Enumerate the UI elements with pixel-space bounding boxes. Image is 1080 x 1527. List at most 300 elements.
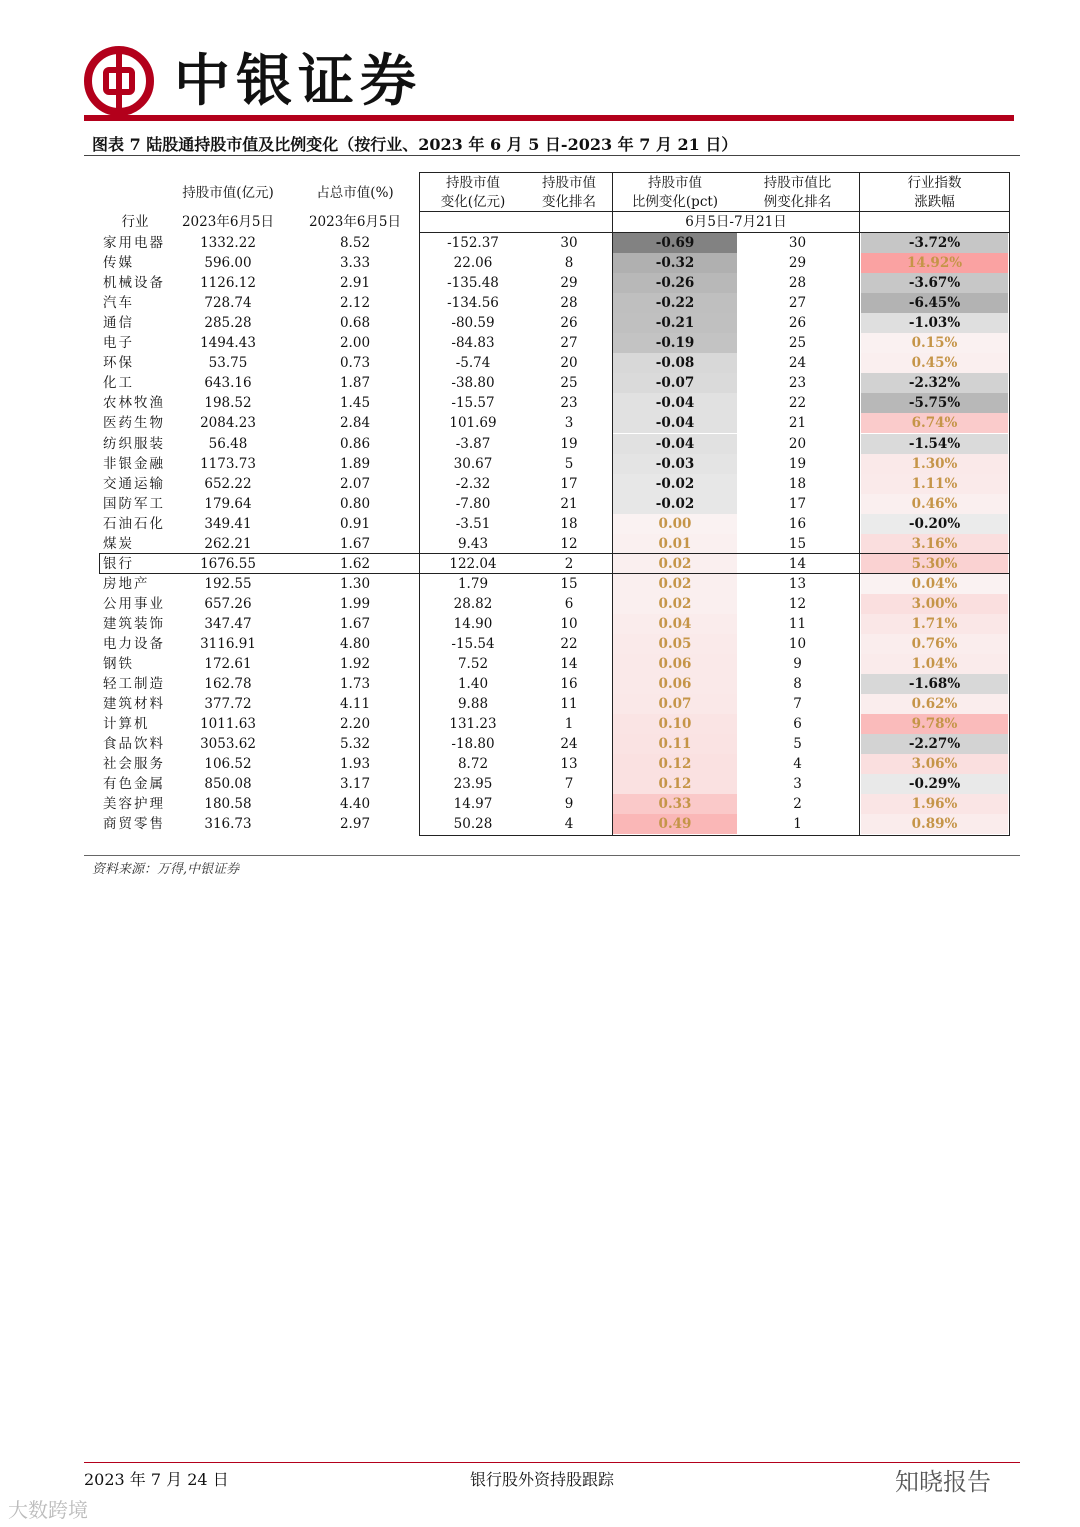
share-cell: 5.32	[339, 736, 371, 753]
share-cell: 1.99	[339, 595, 371, 612]
industry-cell: 农林牧渔	[103, 395, 165, 412]
ratio-rank-cell: 8	[793, 676, 802, 693]
header-mv-change-line2: 变化(亿元)	[440, 194, 506, 210]
industry-cell: 计算机	[103, 716, 150, 733]
watermark-left: 大数跨境	[8, 1498, 88, 1522]
ratio-rank-cell: 9	[793, 656, 802, 673]
mv-change-cell: -2.32	[455, 475, 491, 492]
change-rank-cell: 9	[564, 796, 574, 813]
ratio-rank-cell: 29	[788, 255, 807, 272]
index-change-cell: 1.96%	[861, 794, 1008, 814]
market-value-cell: 850.08	[204, 776, 252, 793]
market-value-cell: 106.52	[204, 756, 252, 773]
table-row	[0, 353, 1080, 373]
share-cell: 2.20	[339, 716, 371, 733]
share-cell: 1.67	[339, 615, 371, 632]
ratio-change-cell: -0.22	[613, 293, 737, 313]
market-value-cell: 162.78	[204, 676, 252, 693]
header-pct-date: 2023年6月5日	[308, 214, 402, 230]
mv-change-cell: -15.54	[451, 636, 495, 652]
ratio-change-cell: 0.07	[613, 694, 737, 714]
industry-cell: 交通运输	[103, 475, 165, 492]
industry-cell: 房地产	[103, 575, 150, 592]
index-change-cell: 9.78%	[861, 714, 1008, 734]
table-row	[0, 614, 1080, 634]
header-change-rank	[526, 174, 612, 212]
header-ratio-change-line2: 比例变化(pct)	[631, 194, 719, 210]
index-change-cell: -3.67%	[861, 273, 1008, 293]
mv-change-cell: -7.80	[455, 495, 491, 512]
market-value-cell: 285.28	[204, 315, 252, 332]
header-index-change-line1: 行业指数	[907, 175, 962, 191]
share-cell: 0.73	[339, 355, 371, 372]
ratio-change-cell: -0.02	[613, 494, 737, 514]
mv-change-cell: 22.06	[453, 255, 493, 272]
table-row	[0, 774, 1080, 794]
ratio-rank-cell: 10	[788, 636, 807, 652]
change-rank-cell: 29	[560, 275, 578, 292]
index-change-cell: -3.72%	[861, 233, 1008, 253]
index-change-cell: 3.06%	[861, 754, 1008, 774]
industry-cell: 美容护理	[103, 796, 165, 813]
share-cell: 0.68	[339, 315, 371, 332]
ratio-rank-cell: 18	[788, 475, 807, 492]
market-value-cell: 1676.55	[200, 555, 256, 572]
industry-cell: 医药生物	[103, 415, 165, 432]
footer-title: 银行股外资持股跟踪	[470, 1470, 615, 1489]
change-rank-cell: 14	[560, 656, 578, 673]
index-change-cell: -0.20%	[861, 514, 1008, 534]
index-change-cell: 0.45%	[861, 353, 1008, 373]
highlighted-row-box	[99, 553, 1010, 574]
ratio-change-cell: 0.05	[613, 634, 737, 654]
industry-cell: 电子	[103, 335, 134, 352]
ratio-change-cell: 0.02	[613, 574, 737, 594]
table-row	[0, 434, 1080, 454]
industry-cell: 钢铁	[103, 656, 134, 673]
bank-of-china-logo-icon	[84, 46, 154, 116]
index-change-cell: 0.76%	[861, 634, 1008, 654]
header-index-change-line2: 涨跌幅	[914, 194, 955, 210]
change-rank-cell: 21	[560, 495, 578, 512]
industry-cell: 食品饮料	[103, 736, 165, 753]
ratio-change-cell: -0.02	[613, 474, 737, 494]
market-value-cell: 728.74	[204, 295, 252, 312]
ratio-rank-cell: 12	[788, 595, 807, 612]
header-ratio-change-line1: 持股市值	[648, 175, 702, 191]
ratio-change-cell: 0.11	[613, 734, 737, 754]
mv-change-cell: 30.67	[453, 455, 493, 472]
ratio-rank-cell: 13	[788, 575, 807, 592]
share-cell: 3.17	[339, 776, 371, 793]
table-row	[0, 634, 1080, 654]
mv-change-cell: 23.95	[453, 776, 493, 793]
market-value-cell: 316.73	[204, 816, 252, 833]
share-cell: 1.73	[339, 676, 371, 693]
industry-cell: 商贸零售	[103, 816, 165, 833]
ratio-change-cell: 0.12	[613, 774, 737, 794]
industry-cell: 家用电器	[103, 235, 165, 251]
share-cell: 2.97	[339, 816, 371, 833]
industry-cell: 公用事业	[103, 595, 165, 612]
report-header	[84, 40, 1014, 118]
share-cell: 1.92	[339, 656, 371, 673]
table-row	[0, 393, 1080, 413]
share-cell: 8.52	[339, 235, 371, 251]
change-rank-cell: 12	[560, 535, 578, 552]
ratio-rank-cell: 22	[788, 395, 807, 412]
ratio-change-cell: -0.04	[613, 413, 737, 433]
ratio-rank-cell: 28	[788, 275, 807, 292]
share-cell: 1.45	[339, 395, 371, 412]
index-change-cell: 1.30%	[861, 454, 1008, 474]
ratio-rank-cell: 11	[788, 615, 807, 632]
table-row	[0, 293, 1080, 313]
ratio-rank-cell: 15	[788, 535, 807, 552]
index-change-cell: -0.29%	[861, 774, 1008, 794]
header-index-change	[861, 174, 1008, 212]
mv-change-cell: 122.04	[449, 555, 497, 572]
table-row	[0, 534, 1080, 554]
index-change-cell: 14.92%	[861, 253, 1008, 273]
market-value-cell: 172.61	[204, 656, 252, 673]
market-value-cell: 377.72	[204, 696, 252, 713]
ratio-change-cell: -0.07	[613, 373, 737, 393]
change-rank-cell: 2	[564, 555, 574, 572]
mv-change-cell: 1.40	[457, 676, 489, 693]
ratio-rank-cell: 1	[793, 816, 802, 833]
source-note: 资料来源：万得,中银证券	[92, 862, 240, 877]
ratio-rank-cell: 19	[788, 455, 807, 472]
change-rank-cell: 1	[564, 716, 574, 733]
table-row	[0, 594, 1080, 614]
index-change-cell: 1.04%	[861, 654, 1008, 674]
ratio-change-cell: -0.26	[613, 273, 737, 293]
change-rank-cell: 17	[560, 475, 578, 492]
mv-change-cell: 8.72	[457, 756, 489, 773]
ratio-change-cell: 0.00	[613, 514, 737, 534]
market-value-cell: 349.41	[204, 515, 252, 532]
share-cell: 3.33	[339, 255, 371, 272]
table-row	[0, 654, 1080, 674]
market-value-cell: 347.47	[204, 615, 252, 632]
ratio-change-cell: -0.03	[613, 454, 737, 474]
industry-cell: 通信	[103, 315, 134, 332]
industry-cell: 银行	[103, 555, 134, 572]
header-change-rank-line2: 变化排名	[542, 194, 596, 210]
market-value-cell: 657.26	[204, 595, 252, 612]
market-value-cell: 3116.91	[200, 636, 256, 652]
mv-change-cell: 28.82	[453, 595, 493, 612]
ratio-rank-cell: 4	[793, 756, 802, 773]
header-ratio-rank	[737, 174, 858, 212]
change-rank-cell: 26	[560, 315, 578, 332]
change-rank-cell: 6	[564, 595, 574, 612]
mv-change-cell: -15.57	[451, 395, 495, 412]
change-rank-cell: 28	[560, 295, 578, 312]
index-change-cell: 3.16%	[861, 534, 1008, 554]
industry-cell: 环保	[103, 355, 134, 372]
change-rank-cell: 27	[560, 335, 578, 352]
change-rank-cell: 10	[560, 615, 578, 632]
brand-name: 中银证券	[174, 48, 422, 114]
share-cell: 2.00	[339, 335, 371, 352]
index-change-cell: -5.75%	[861, 393, 1008, 413]
table-row	[0, 474, 1080, 494]
mv-change-cell: -5.74	[455, 355, 491, 372]
table-row	[0, 514, 1080, 534]
mv-change-cell: 131.23	[449, 716, 497, 733]
figure-caption: 图表 7 陆股通持股市值及比例变化（按行业、2023 年 6 月 5 日-2023 年 7 月 21 日）	[92, 135, 738, 154]
header-share-of-total: 占总市值(%)	[316, 185, 394, 201]
ratio-rank-cell: 5	[793, 736, 802, 753]
share-cell: 0.80	[339, 495, 371, 512]
header-market-value: 持股市值(亿元)	[182, 185, 274, 201]
change-rank-cell: 19	[560, 435, 578, 452]
ratio-change-cell: 0.01	[613, 534, 737, 554]
table-row	[0, 734, 1080, 754]
index-change-cell: 0.15%	[861, 333, 1008, 353]
ratio-change-cell: -0.19	[613, 333, 737, 353]
caption-divider	[84, 155, 1020, 156]
header-change-rank-line1: 持股市值	[542, 175, 596, 191]
share-cell: 4.40	[339, 796, 371, 813]
ratio-change-cell: 0.02	[613, 594, 737, 614]
share-cell: 4.80	[339, 636, 371, 652]
ratio-rank-cell: 27	[788, 295, 807, 312]
mv-change-cell: 14.90	[453, 615, 493, 632]
change-rank-cell: 4	[564, 816, 574, 833]
change-rank-cell: 8	[564, 255, 574, 272]
market-value-cell: 1494.43	[200, 335, 256, 352]
share-cell: 1.89	[339, 455, 371, 472]
ratio-rank-cell: 2	[793, 796, 802, 813]
ratio-rank-cell: 24	[788, 355, 807, 372]
table-row	[0, 694, 1080, 714]
ratio-change-cell: 0.04	[613, 614, 737, 634]
industry-cell: 机械设备	[103, 275, 165, 292]
ratio-rank-cell: 7	[793, 696, 802, 713]
share-cell: 2.84	[339, 415, 371, 432]
ratio-rank-cell: 30	[788, 235, 807, 251]
industry-cell: 社会服务	[103, 756, 165, 773]
ratio-rank-cell: 17	[788, 495, 807, 512]
index-change-cell: 6.74%	[861, 413, 1008, 433]
header-ratio-rank-line1: 持股市值比	[763, 175, 832, 191]
industry-cell: 化工	[103, 375, 134, 392]
ratio-change-cell: 0.10	[613, 714, 737, 734]
ratio-rank-cell: 16	[788, 515, 807, 532]
change-rank-cell: 24	[560, 736, 578, 753]
industry-cell: 电力设备	[103, 636, 165, 652]
share-cell: 1.67	[339, 535, 371, 552]
ratio-rank-cell: 20	[788, 435, 807, 452]
index-change-cell: -1.54%	[861, 434, 1008, 454]
change-rank-cell: 15	[560, 575, 578, 592]
source-divider	[84, 855, 1020, 856]
mv-change-cell: -3.51	[455, 515, 491, 532]
mv-change-cell: 50.28	[453, 816, 493, 833]
market-value-cell: 198.52	[204, 395, 252, 412]
industry-cell: 建筑装饰	[103, 615, 165, 632]
mv-change-cell: -135.48	[447, 275, 499, 292]
table-row	[0, 714, 1080, 734]
mv-change-cell: 9.43	[457, 535, 489, 552]
mv-change-cell: -18.80	[451, 736, 495, 753]
industry-cell: 建筑材料	[103, 696, 165, 713]
ratio-change-cell: 0.12	[613, 754, 737, 774]
ratio-change-cell: -0.04	[613, 434, 737, 454]
share-cell: 2.07	[339, 475, 371, 492]
change-rank-cell: 16	[560, 676, 578, 693]
market-value-cell: 2084.23	[200, 415, 256, 432]
table-row	[0, 794, 1080, 814]
market-value-cell: 3053.62	[200, 736, 256, 753]
index-change-cell: -1.68%	[861, 674, 1008, 694]
index-change-cell: 5.30%	[861, 554, 1008, 574]
header-mv-change	[420, 174, 526, 212]
table-row	[0, 454, 1080, 474]
industry-cell: 煤炭	[103, 535, 134, 552]
ratio-change-cell: -0.04	[613, 393, 737, 413]
industry-cell: 纺织服装	[103, 435, 165, 452]
share-cell: 1.62	[339, 555, 371, 572]
header-divider	[84, 115, 1014, 121]
footer-date: 2023 年 7 月 24 日	[84, 1470, 229, 1489]
industry-cell: 石油石化	[103, 515, 165, 532]
share-cell: 1.30	[339, 575, 371, 592]
ratio-change-cell: -0.08	[613, 353, 737, 373]
ratio-rank-cell: 23	[788, 375, 807, 392]
ratio-change-cell: 0.06	[613, 674, 737, 694]
market-value-cell: 1126.12	[200, 275, 256, 292]
watermark-right: 知晓报告	[895, 1468, 991, 1496]
change-rank-cell: 7	[564, 776, 574, 793]
table-row	[0, 814, 1080, 834]
market-value-cell: 652.22	[204, 475, 252, 492]
change-rank-cell: 5	[564, 455, 574, 472]
ratio-rank-cell: 3	[793, 776, 802, 793]
market-value-cell: 262.21	[204, 535, 252, 552]
index-change-cell: -1.03%	[861, 313, 1008, 333]
change-rank-cell: 13	[560, 756, 578, 773]
table-row	[0, 494, 1080, 514]
industry-cell: 非银金融	[103, 455, 165, 472]
index-change-cell: -6.45%	[861, 293, 1008, 313]
ratio-rank-cell: 14	[788, 555, 807, 572]
share-cell: 0.91	[339, 515, 371, 532]
ratio-change-cell: 0.49	[613, 814, 737, 834]
market-value-cell: 1011.63	[200, 716, 256, 733]
header-mv-date: 2023年6月5日	[181, 214, 275, 230]
header-period: 6月5日-7月21日	[685, 214, 787, 230]
change-rank-cell: 11	[560, 696, 578, 713]
ratio-change-cell: 0.02	[613, 554, 737, 574]
market-value-cell: 1173.73	[200, 455, 256, 472]
index-change-cell: -2.27%	[861, 734, 1008, 754]
mv-change-cell: 9.88	[457, 696, 489, 713]
index-change-cell: 0.04%	[861, 574, 1008, 594]
header-ratio-change	[613, 174, 737, 212]
industry-cell: 传媒	[103, 255, 134, 272]
industry-cell: 国防军工	[103, 495, 165, 512]
mv-change-cell: -134.56	[447, 295, 499, 312]
mv-change-cell: -38.80	[451, 375, 495, 392]
footer-divider	[84, 1462, 1020, 1463]
share-cell: 4.11	[339, 696, 371, 713]
table-row	[0, 273, 1080, 293]
change-rank-cell: 22	[560, 636, 578, 652]
header-ratio-rank-line2: 例变化排名	[763, 194, 832, 210]
mv-change-cell: -3.87	[455, 435, 491, 452]
ratio-change-cell: 0.33	[613, 794, 737, 814]
change-rank-cell: 30	[560, 235, 578, 251]
index-change-cell: 1.71%	[861, 614, 1008, 634]
change-rank-cell: 23	[560, 395, 578, 412]
table-row	[0, 333, 1080, 353]
mv-change-cell: 14.97	[453, 796, 493, 813]
market-value-cell: 180.58	[204, 796, 252, 813]
index-change-cell: 0.89%	[861, 814, 1008, 834]
ratio-change-cell: -0.32	[613, 253, 737, 273]
header-industry: 行业	[121, 214, 149, 230]
ratio-change-cell: -0.69	[613, 233, 737, 253]
header-mv-change-line1: 持股市值	[446, 175, 500, 191]
table-row	[0, 373, 1080, 393]
mv-change-cell: -152.37	[447, 235, 499, 251]
table-row	[0, 253, 1080, 273]
share-cell: 2.12	[339, 295, 371, 312]
market-value-cell: 643.16	[204, 375, 252, 392]
market-value-cell: 53.75	[208, 355, 248, 372]
share-cell: 1.93	[339, 756, 371, 773]
mv-change-cell: -84.83	[451, 335, 495, 352]
table-row	[0, 574, 1080, 594]
industry-cell: 有色金属	[103, 776, 165, 793]
market-value-cell: 192.55	[204, 575, 252, 592]
ratio-rank-cell: 21	[788, 415, 807, 432]
ratio-rank-cell: 25	[788, 335, 807, 352]
table-row	[0, 674, 1080, 694]
share-cell: 2.91	[339, 275, 371, 292]
market-value-cell: 56.48	[208, 435, 248, 452]
ratio-change-cell: -0.21	[613, 313, 737, 333]
mv-change-cell: 7.52	[457, 656, 489, 673]
share-cell: 1.87	[339, 375, 371, 392]
mv-change-cell: -80.59	[451, 315, 495, 332]
table-row	[0, 754, 1080, 774]
index-change-cell: 0.62%	[861, 694, 1008, 714]
share-cell: 0.86	[339, 435, 371, 452]
index-change-cell: -2.32%	[861, 373, 1008, 393]
mv-change-cell: 1.79	[457, 575, 489, 592]
index-change-cell: 3.00%	[861, 594, 1008, 614]
change-rank-cell: 18	[560, 515, 578, 532]
industry-cell: 轻工制造	[103, 676, 165, 693]
change-rank-cell: 3	[564, 415, 574, 432]
market-value-cell: 179.64	[204, 495, 252, 512]
change-rank-cell: 25	[560, 375, 578, 392]
table-row	[0, 313, 1080, 333]
ratio-rank-cell: 26	[788, 315, 807, 332]
ratio-rank-cell: 6	[793, 716, 802, 733]
market-value-cell: 1332.22	[200, 235, 256, 251]
market-value-cell: 596.00	[204, 255, 252, 272]
ratio-change-cell: 0.06	[613, 654, 737, 674]
mv-change-cell: 101.69	[449, 415, 497, 432]
table-row	[0, 233, 1080, 253]
index-change-cell: 0.46%	[861, 494, 1008, 514]
